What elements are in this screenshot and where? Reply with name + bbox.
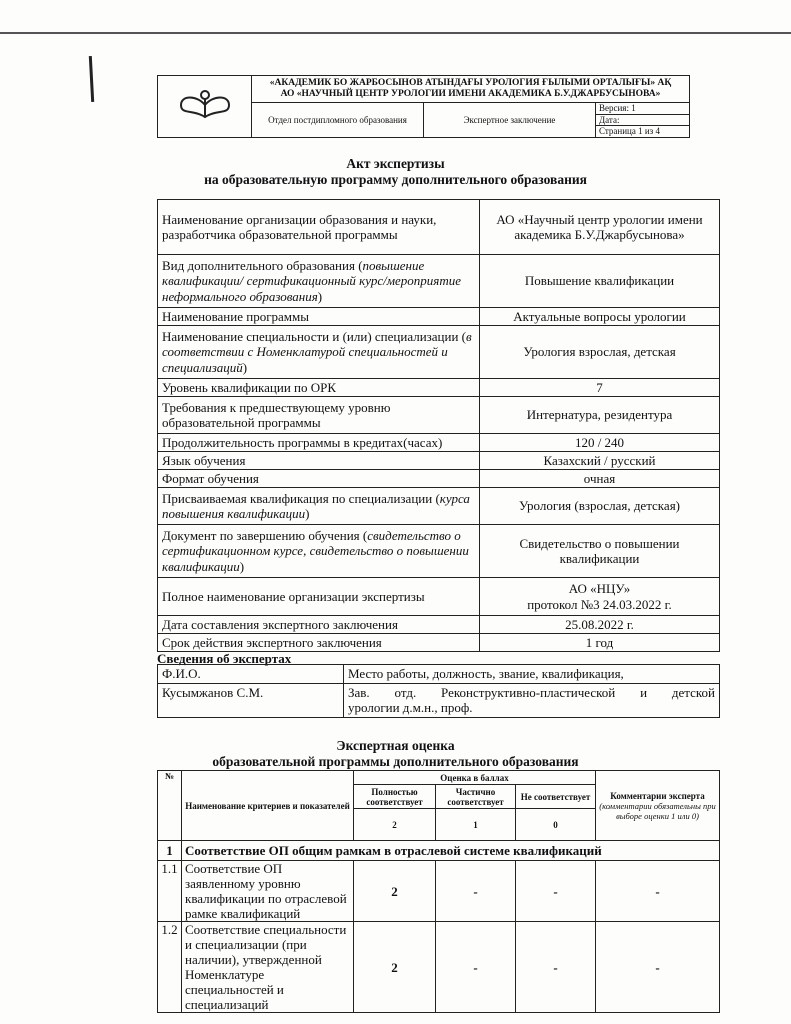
col-header-none: Не соответствует	[516, 785, 596, 809]
table-row	[158, 578, 720, 616]
row-value: Казахский / русский	[480, 452, 720, 470]
table-row	[158, 470, 720, 488]
org-name-kk: «АКАДЕМИК БО ЖАРБОСЫНОВ АТЫНДАҒЫ УРОЛОГИЯ ҒЫЛЫМИ ОРТАЛЫҒЫ» АҚ	[269, 78, 672, 88]
evaluation-table	[157, 770, 720, 1013]
row-label: Требования к предшествующему уровню образовательной программы	[158, 397, 480, 434]
row-value: Актуальные вопросы урологии	[480, 308, 720, 326]
score-partial: 1	[436, 809, 516, 841]
table-row	[158, 665, 720, 684]
eval-title: Экспертная оценка	[336, 738, 455, 753]
doc-type: Экспертное заключение	[424, 103, 596, 138]
pen-mark	[89, 56, 94, 102]
score-full: 2	[354, 809, 436, 841]
table-row	[158, 683, 720, 717]
table-row	[158, 634, 720, 652]
table-row	[158, 861, 720, 922]
row-value: АО «НЦУ» протокол №3 24.03.2022 г.	[480, 578, 720, 616]
experts-title: Сведения об экспертах	[157, 651, 292, 666]
expert-position: Зав. отд. Реконструктивно-пластической и детской урологии д.м.н., проф.	[344, 683, 720, 717]
version: Версия: 1	[596, 103, 690, 115]
table-row	[158, 616, 720, 634]
expert-name: Кусымжанов С.М.	[158, 683, 344, 717]
row-label: Наименование программы	[158, 308, 480, 326]
row-label: Формат обучения	[158, 470, 480, 488]
row-score-full: 2	[354, 922, 436, 1013]
col-header-comments: Комментарии эксперта (комментарии обязательны при выборе оценки 1 или 0)	[596, 771, 720, 841]
row-score-none: -	[516, 861, 596, 922]
logo-cell	[158, 76, 252, 138]
document-header	[157, 75, 690, 138]
row-comment: -	[596, 861, 720, 922]
row-value: 120 / 240	[480, 434, 720, 452]
table-row	[158, 452, 720, 470]
scan-top-rule	[0, 32, 791, 34]
col-header-criteria: Наименование критериев и показателей	[182, 771, 354, 841]
page-number: Страница 1 из 4	[596, 126, 690, 138]
row-value: 25.08.2022 г.	[480, 616, 720, 634]
row-value: Урология взрослая, детская	[480, 326, 720, 379]
col-header-name: Ф.И.О.	[158, 665, 344, 684]
row-label: Наименование специальности и (или) специализации (в соответствии с Номенклатурой специальностей и специализаций)	[158, 326, 480, 379]
col-header-position: Место работы, должность, звание, квалификация,	[344, 665, 720, 684]
row-score-partial: -	[436, 922, 516, 1013]
row-comment: -	[596, 922, 720, 1013]
org-name	[252, 76, 690, 103]
table-row	[158, 525, 720, 578]
row-value: Свидетельство о повышении квалификации	[480, 525, 720, 578]
row-label: Вид дополнительного образования (повышение квалификации/ сертификационный курс/мероприятие неформального образования)	[158, 255, 480, 308]
row-value: 1 год	[480, 634, 720, 652]
table-row	[158, 397, 720, 434]
col-header-full: Полностью соответствует	[354, 785, 436, 809]
row-label: Дата составления экспертного заключения	[158, 616, 480, 634]
table-row	[158, 308, 720, 326]
table-row	[158, 379, 720, 397]
row-num: 1.1	[158, 861, 182, 922]
row-value: АО «Научный центр урологии имени академика Б.У.Джарбусынова»	[480, 200, 720, 255]
col-header-partial: Частично соответствует	[436, 785, 516, 809]
table-row	[158, 488, 720, 525]
row-value: Повышение квалификации	[480, 255, 720, 308]
doc-title: Акт экспертизы	[346, 156, 445, 171]
table-row	[158, 434, 720, 452]
row-value: Интернатура, резидентура	[480, 397, 720, 434]
table-row	[158, 922, 720, 1013]
row-value: 7	[480, 379, 720, 397]
table-row	[158, 255, 720, 308]
department: Отдел постдипломного образования	[252, 103, 424, 138]
section-row	[158, 841, 720, 861]
doc-subtitle: на образовательную программу дополнительного образования	[204, 172, 587, 187]
row-criterion: Соответствие ОП заявленному уровню квалификации по отраслевой рамке квалификаций	[182, 861, 354, 922]
col-header-num: №	[158, 771, 182, 841]
row-label: Продолжительность программы в кредитах(часах)	[158, 434, 480, 452]
program-info-table	[157, 199, 720, 652]
date: Дата:	[596, 114, 690, 126]
org-logo-icon	[175, 87, 235, 123]
row-value: Урология (взрослая, детская)	[480, 488, 720, 525]
section-num: 1	[158, 841, 182, 861]
row-label: Язык обучения	[158, 452, 480, 470]
row-label: Наименование организации образования и науки, разработчика образовательной программы	[158, 200, 480, 255]
score-none: 0	[516, 809, 596, 841]
row-label: Документ по завершению обучения (свидетельство о сертификационном курсе, свидетельство о повышении квалификации)	[158, 525, 480, 578]
eval-subtitle: образовательной программы дополнительного образования	[212, 754, 579, 769]
row-criterion: Соответствие специальности и специализации (при наличии), утвержденной Номенклатуре специальностей и специализаций	[182, 922, 354, 1013]
table-row	[158, 200, 720, 255]
row-value: очная	[480, 470, 720, 488]
row-score-full: 2	[354, 861, 436, 922]
row-num: 1.2	[158, 922, 182, 1013]
table-row	[158, 326, 720, 379]
org-name-ru: АО «НАУЧНЫЙ ЦЕНТР УРОЛОГИИ ИМЕНИ АКАДЕМИКА Б.У.ДЖАРБУСЫНОВА»	[280, 89, 661, 99]
row-label: Присваиваемая квалификация по специализации (курса повышения квалификации)	[158, 488, 480, 525]
col-header-scores: Оценка в баллах	[354, 771, 596, 785]
row-score-none: -	[516, 922, 596, 1013]
experts-table	[157, 664, 720, 718]
row-label: Уровень квалификации по ОРК	[158, 379, 480, 397]
row-label: Срок действия экспертного заключения	[158, 634, 480, 652]
row-label: Полное наименование организации экспертизы	[158, 578, 480, 616]
row-score-partial: -	[436, 861, 516, 922]
section-title: Соответствие ОП общим рамкам в отраслевой системе квалификаций	[182, 841, 720, 861]
